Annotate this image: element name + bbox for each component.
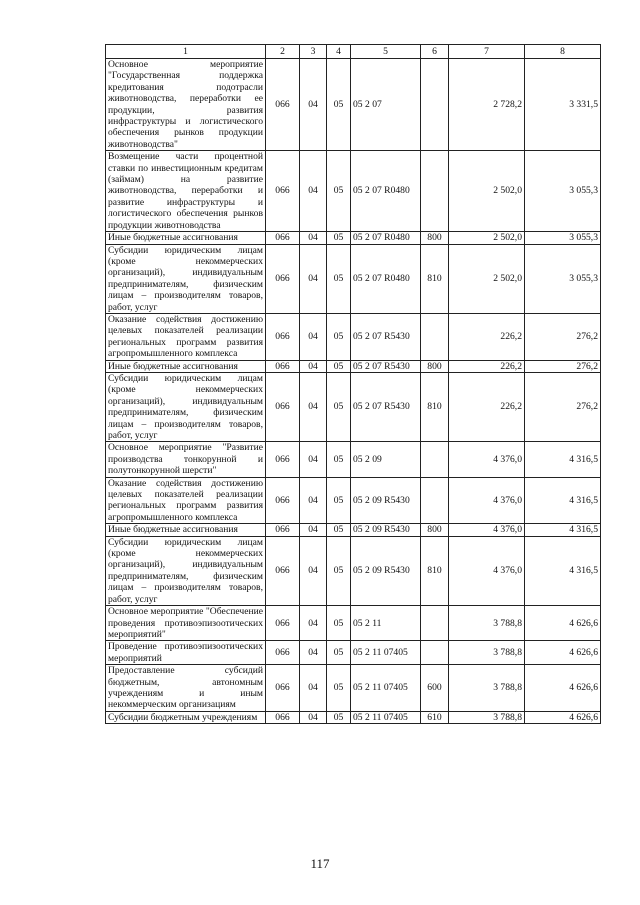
section-cell: 04	[300, 442, 327, 477]
row-name-cell: Субсидии бюджетным учреждениям	[106, 711, 266, 723]
subsection-cell: 05	[327, 536, 351, 605]
table-row	[106, 536, 601, 605]
target-article-cell: 05 2 07	[351, 59, 421, 151]
table-row	[106, 372, 601, 441]
amount-year1-cell: 4 376,0	[449, 442, 525, 477]
admin-code-cell: 066	[266, 711, 300, 723]
row-name-cell: Основное мероприятие "Обеспечение проведения противоэпизоотических мероприятий"	[106, 606, 266, 641]
column-header: 3	[300, 45, 327, 59]
row-name-cell: Субсидии юридическим лицам (кроме некоммерческих организаций), индивидуальным предпринимателям, физическим лицам – производителям товаров, работ, услуг	[106, 536, 266, 605]
amount-year2-cell: 4 626,6	[525, 665, 601, 712]
table-row	[106, 151, 601, 232]
table-body	[106, 59, 601, 724]
table-row	[106, 244, 601, 313]
amount-year1-cell: 2 728,2	[449, 59, 525, 151]
subsection-cell: 05	[327, 524, 351, 536]
amount-year1-cell: 3 788,8	[449, 606, 525, 641]
amount-year2-cell: 4 316,5	[525, 442, 601, 477]
section-cell: 04	[300, 59, 327, 151]
amount-year1-cell: 2 502,0	[449, 232, 525, 244]
column-header: 6	[421, 45, 449, 59]
expense-type-cell	[421, 641, 449, 665]
row-name-cell: Иные бюджетные ассигнования	[106, 360, 266, 372]
table-row	[106, 641, 601, 665]
expense-type-cell: 800	[421, 232, 449, 244]
row-name-cell: Субсидии юридическим лицам (кроме некоммерческих организаций), индивидуальным предпринимателям, физическим лицам – производителям товаров, работ, услуг	[106, 372, 266, 441]
amount-year2-cell: 4 626,6	[525, 606, 601, 641]
expense-type-cell: 800	[421, 524, 449, 536]
row-name-cell: Оказание содействия достижению целевых показателей реализации региональных программ развития агропромышленного комплекса	[106, 477, 266, 524]
target-article-cell: 05 2 07 R0480	[351, 151, 421, 232]
target-article-cell: 05 2 07 R0480	[351, 232, 421, 244]
subsection-cell: 05	[327, 665, 351, 712]
row-name-cell: Основное мероприятие "Государственная поддержка кредитования подотрасли животноводства, переработки ее продукции, развития инфраструктуры и логистического обеспечения рынков продукции животноводства"	[106, 59, 266, 151]
admin-code-cell: 066	[266, 313, 300, 360]
page-number: 117	[310, 856, 330, 871]
admin-code-cell: 066	[266, 477, 300, 524]
amount-year2-cell: 4 626,6	[525, 641, 601, 665]
amount-year2-cell: 276,2	[525, 313, 601, 360]
column-header: 7	[449, 45, 525, 59]
target-article-cell: 05 2 11	[351, 606, 421, 641]
amount-year2-cell: 4 626,6	[525, 711, 601, 723]
amount-year2-cell: 4 316,5	[525, 477, 601, 524]
table-row	[106, 665, 601, 712]
amount-year1-cell: 4 376,0	[449, 477, 525, 524]
subsection-cell: 05	[327, 711, 351, 723]
subsection-cell: 05	[327, 477, 351, 524]
amount-year1-cell: 226,2	[449, 372, 525, 441]
column-header: 5	[351, 45, 421, 59]
amount-year1-cell: 3 788,8	[449, 711, 525, 723]
section-cell: 04	[300, 524, 327, 536]
budget-table	[105, 44, 601, 724]
table-row	[106, 232, 601, 244]
table-row	[106, 360, 601, 372]
amount-year1-cell: 3 788,8	[449, 641, 525, 665]
amount-year1-cell: 3 788,8	[449, 665, 525, 712]
subsection-cell: 05	[327, 372, 351, 441]
row-name-cell: Проведение противоэпизоотических мероприятий	[106, 641, 266, 665]
row-name-cell: Предоставление субсидий бюджетным, автономным учреждениям и иным некоммерческим организациям	[106, 665, 266, 712]
section-cell: 04	[300, 313, 327, 360]
expense-type-cell	[421, 151, 449, 232]
table-row	[106, 606, 601, 641]
expense-type-cell: 810	[421, 244, 449, 313]
subsection-cell: 05	[327, 244, 351, 313]
admin-code-cell: 066	[266, 442, 300, 477]
admin-code-cell: 066	[266, 536, 300, 605]
subsection-cell: 05	[327, 360, 351, 372]
amount-year1-cell: 2 502,0	[449, 244, 525, 313]
row-name-cell: Иные бюджетные ассигнования	[106, 524, 266, 536]
section-cell: 04	[300, 711, 327, 723]
table-header-row	[106, 45, 601, 59]
section-cell: 04	[300, 606, 327, 641]
row-name-cell: Основное мероприятие "Развитие производства тонкорунной и полутонкорунной шерсти"	[106, 442, 266, 477]
row-name-cell: Возмещение части процентной ставки по инвестиционным кредитам (займам) на развитие животноводства, переработки и развитие инфраструктуры и логистического обеспечения рынков продукции животноводства	[106, 151, 266, 232]
admin-code-cell: 066	[266, 641, 300, 665]
target-article-cell: 05 2 09 R5430	[351, 536, 421, 605]
column-header: 2	[266, 45, 300, 59]
table-row	[106, 59, 601, 151]
expense-type-cell	[421, 477, 449, 524]
row-name-cell: Оказание содействия достижению целевых показателей реализации региональных программ развития агропромышленного комплекса	[106, 313, 266, 360]
section-cell: 04	[300, 477, 327, 524]
target-article-cell: 05 2 11 07405	[351, 641, 421, 665]
subsection-cell: 05	[327, 606, 351, 641]
expense-type-cell: 610	[421, 711, 449, 723]
section-cell: 04	[300, 536, 327, 605]
amount-year2-cell: 3 055,3	[525, 151, 601, 232]
target-article-cell: 05 2 11 07405	[351, 665, 421, 712]
admin-code-cell: 066	[266, 606, 300, 641]
amount-year2-cell: 4 316,5	[525, 524, 601, 536]
target-article-cell: 05 2 07 R0480	[351, 244, 421, 313]
admin-code-cell: 066	[266, 232, 300, 244]
admin-code-cell: 066	[266, 360, 300, 372]
target-article-cell: 05 2 07 R5430	[351, 372, 421, 441]
amount-year2-cell: 4 316,5	[525, 536, 601, 605]
expense-type-cell: 810	[421, 372, 449, 441]
admin-code-cell: 066	[266, 151, 300, 232]
admin-code-cell: 066	[266, 59, 300, 151]
amount-year2-cell: 276,2	[525, 372, 601, 441]
section-cell: 04	[300, 151, 327, 232]
admin-code-cell: 066	[266, 372, 300, 441]
admin-code-cell: 066	[266, 524, 300, 536]
table-row	[106, 477, 601, 524]
table-row	[106, 442, 601, 477]
target-article-cell: 05 2 07 R5430	[351, 360, 421, 372]
expense-type-cell: 600	[421, 665, 449, 712]
section-cell: 04	[300, 372, 327, 441]
section-cell: 04	[300, 232, 327, 244]
table-row	[106, 711, 601, 723]
amount-year1-cell: 226,2	[449, 313, 525, 360]
target-article-cell: 05 2 09 R5430	[351, 477, 421, 524]
column-header: 4	[327, 45, 351, 59]
amount-year1-cell: 4 376,0	[449, 536, 525, 605]
expense-type-cell	[421, 442, 449, 477]
table-row	[106, 313, 601, 360]
table-row	[106, 524, 601, 536]
section-cell: 04	[300, 641, 327, 665]
row-name-cell: Субсидии юридическим лицам (кроме некоммерческих организаций), индивидуальным предпринимателям, физическим лицам – производителям товаров, работ, услуг	[106, 244, 266, 313]
target-article-cell: 05 2 09	[351, 442, 421, 477]
target-article-cell: 05 2 07 R5430	[351, 313, 421, 360]
section-cell: 04	[300, 665, 327, 712]
amount-year1-cell: 226,2	[449, 360, 525, 372]
amount-year2-cell: 3 055,3	[525, 232, 601, 244]
target-article-cell: 05 2 09 R5430	[351, 524, 421, 536]
subsection-cell: 05	[327, 641, 351, 665]
expense-type-cell: 800	[421, 360, 449, 372]
column-header: 8	[525, 45, 601, 59]
expense-type-cell	[421, 59, 449, 151]
subsection-cell: 05	[327, 442, 351, 477]
subsection-cell: 05	[327, 59, 351, 151]
column-header: 1	[106, 45, 266, 59]
subsection-cell: 05	[327, 232, 351, 244]
expense-type-cell	[421, 313, 449, 360]
subsection-cell: 05	[327, 151, 351, 232]
section-cell: 04	[300, 244, 327, 313]
admin-code-cell: 066	[266, 665, 300, 712]
target-article-cell: 05 2 11 07405	[351, 711, 421, 723]
amount-year1-cell: 2 502,0	[449, 151, 525, 232]
row-name-cell: Иные бюджетные ассигнования	[106, 232, 266, 244]
amount-year1-cell: 4 376,0	[449, 524, 525, 536]
expense-type-cell: 810	[421, 536, 449, 605]
amount-year2-cell: 3 331,5	[525, 59, 601, 151]
admin-code-cell: 066	[266, 244, 300, 313]
amount-year2-cell: 3 055,3	[525, 244, 601, 313]
section-cell: 04	[300, 360, 327, 372]
amount-year2-cell: 276,2	[525, 360, 601, 372]
expense-type-cell	[421, 606, 449, 641]
subsection-cell: 05	[327, 313, 351, 360]
